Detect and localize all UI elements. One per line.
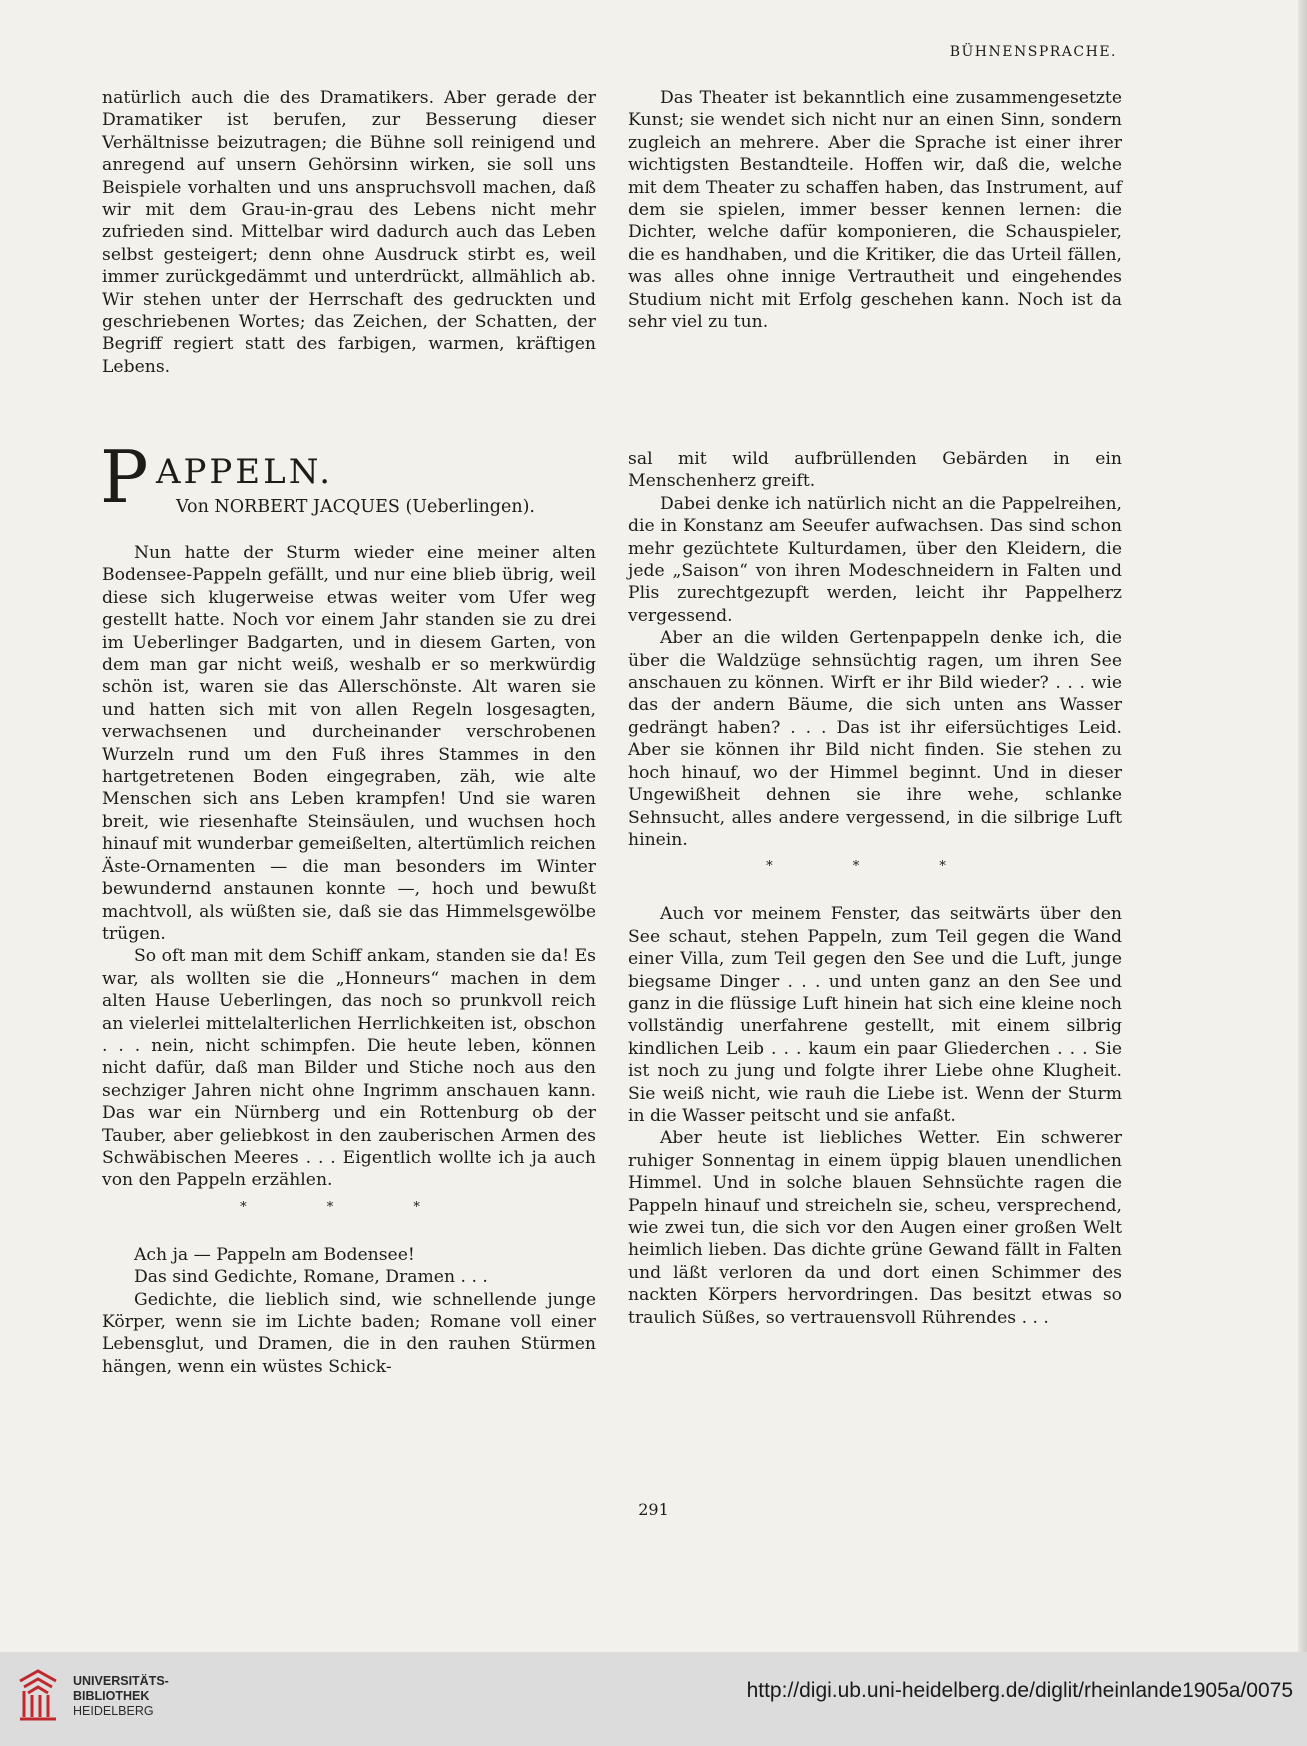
source-url-link[interactable]: http://digi.ub.uni-heidelberg.de/diglit/rheinlande1905a/0075 [746,1679,1293,1702]
article-title: APPELN. [156,452,334,492]
top-right-column [628,87,1122,333]
paragraph: Nun hatte der Sturm wieder eine meiner alten Bodensee-Pappeln gefällt, und nur eine blieb übrig, weil diese sich klugerweise etwas weiter vom Ufer weg gestellt hatte. Noch vor einem Jahr standen sie zu drei im Ueberlinger Badgarten, und in diesem Garten, von dem man gar nicht weiß, weshalb er so merkwürdig schön ist, waren sie das Allerschönste. Alt waren sie und hatten sich mit von allen Regeln losgesagten, verwachsenen und durcheinander verschrobenen Wurzeln rund um den Fuß ihres Stammes in den hartgetretenen Boden eingegraben, zäh, wie alte Menschen sich ans Leben krampfen! Und sie waren breit, wie riesenhafte Steinsäulen, und wuchsen hoch hinauf mit wunderbar gemeißelten, altertümlich reichen Äste-Ornamenten — die man besonders im Winter bewundernd anstaunen konnte —, hoch und bewußt machtvoll, als wüßten sie, daß sie das Himmelsgewölbe trügen. [102,543,596,944]
library-logo-icon [14,1665,62,1725]
library-line: BIBLIOTHEK [73,1689,150,1703]
paragraph: sal mit wild aufbrüllenden Gebärden in ein Menschenherz greift. [628,449,1122,492]
title-drop-cap: P [100,435,149,519]
article-left-column [102,542,596,1378]
paragraph: Aber heute ist liebliches Wetter. Ein schwerer ruhiger Sonnentag in einem üppig blauen unendlichen Himmel. Und in solche blauen Sehnsüchte ragen die Pappeln hinauf und streicheln sie, scheu, versprechend, wie zwei tun, die sich vor den Augen einer großen Welt heimlich lieben. Das dichte grüne Gewand fällt in Falten und läßt verloren da und dort einen Schimmer des nackten Körpers hervordringen. Das besitzt etwas so traulich Süßes, so vertrauensvoll Rührendes . . . [628,1128,1122,1328]
paragraph: Das sind Gedichte, Romane, Dramen . . . [134,1267,488,1288]
running-head: BÜHNENSPRACHE. [949,44,1117,60]
article-byline: Von NORBERT JACQUES (Ueberlingen). [176,497,535,517]
library-name [73,1674,169,1719]
page-number: 291 [638,1500,669,1519]
library-line: HEIDELBERG [73,1704,154,1718]
article-right-column [628,448,1122,1329]
paragraph: Aber an die wilden Gertenpappeln denke ich, die über die Waldzüge sehnsüchtig ragen, um ihren See anschauen zu können. Wirft er ihr Bild wieder? . . . wie das der andern Bäume, die sich unten ans Wasser gedrängt haben? . . . Das ist ihr eifersüchtiges Leid. Aber sie können ihr Bild nicht finden. Sie stehen zu hoch hinauf, wo der Himmel beginnt. Und in dieser Ungewißheit dehnen sie ihre wehe, schlanke Sehnsucht, alles andere vergessend, in die silbrige Luft hinein. [628,628,1122,850]
paragraph: Dabei denke ich natürlich nicht an die Pappelreihen, die in Konstanz am Seeufer aufwachsen. Das sind schon mehr gezüchtete Kulturdamen, über den Kleidern, die jede „Saison“ von ihren Modeschneidern in Falten und Plis zurechtgezupft werden, leicht ihr Pappelherz vergessend. [628,493,1122,626]
top-left-column [102,87,596,378]
footer-bar [0,1652,1307,1746]
paragraph: Das Theater ist bekanntlich eine zusammengesetzte Kunst; sie wendet sich nicht nur an einen Sinn, sondern zugleich an mehrere. Aber die Sprache ist einer ihrer wichtigsten Bestandteile. Hoffen wir, daß die, welche mit dem Theater zu schaffen haben, das Instrument, auf dem sie spielen, immer besser kennen lernen: die Dichter, welche dafür komponieren, die Schauspieler, die es handhaben, und die Kritiker, die das Urteil fällen, was alles ohne innige Vertrautheit und eingehendes Studium nicht mit Erfolg geschehen kann. Noch ist da sehr viel zu tun. [628,88,1122,333]
paragraph: Gedichte, die lieblich sind, wie schnellende junge Körper, wenn sie im Lichte baden; Romane voll einer Lebensglut, und Dramen, die in den rauhen Stürmen hängen, wenn ein wüstes Schick- [102,1289,596,1377]
paragraph: Auch vor meinem Fenster, das seitwärts über den See schaut, stehen Pappeln, zum Teil gegen die Wand einer Villa, zum Teil gegen den See und die Luft, junge biegsame Dinger . . . und unten ganz an den See und ganz in die flüssige Luft hinein hat sich eine kleine noch vollständig unerfahrene gestellt, mit einem silbrig kindlichen Leib . . . kaum ein paar Gliederchen . . . Sie ist noch zu jung und folgte ihrer Liebe ohne Klugheit. Sie weiß nicht, wie rauh die Liebe ist. Wenn der Sturm in die Wasser peitscht und sie anfaßt. [628,904,1122,1126]
paragraph: natürlich auch die des Dramatikers. Aber gerade der Dramatiker ist berufen, zur Besserung dieser Verhältnisse beizutragen; die Bühne soll reinigend und anregend auf unsern Gehörsinn wirken, sie soll uns Beispiele vorhalten und uns anspruchsvoll machen, daß wir mit dem Grau-in-grau des Lebens nicht mehr zufrieden sind. Mittelbar wird dadurch auch das Leben selbst gesteigert; denn ohne Ausdruck stirbt es, weil immer zurückgedämmt und unterdrückt, allmählich ab. Wir stehen unter der Herrschaft des gedruckten und geschriebenen Wortes; das Zeichen, der Schatten, der Begriff regiert statt des farbigen, warmen, kräftigen Lebens. [102,88,596,377]
library-line: UNIVERSITÄTS- [73,1674,169,1688]
paragraph: So oft man mit dem Schiff ankam, standen sie da! Es war, als wollten sie die „Honneurs“ machen in dem alten Hause Ueberlingen, das noch so prunkvoll reich an vielerlei mittelalterlichen Herrlichkeiten ist, obschon . . . nein, nicht schimpfen. Die heute leben, können nicht dafür, daß man Bilder und Stiche noch aus den sechziger Jahren nicht ohne Ingrimm anschauen kann. Das war ein Nürnberg und ein Rottenburg ob der Tauber, aber geliebkost in den zauberischen Armen des Schwäbischen Meeres . . . Eigentlich wollte ich ja auch von den Pappeln erzählen. [102,946,596,1191]
section-break: * * * [766,859,984,875]
article-title-block [100,435,600,519]
paragraph: Ach ja — Pappeln am Bodensee! [134,1244,415,1265]
page-edge [1298,0,1307,1652]
section-break: * * * [240,1199,458,1215]
